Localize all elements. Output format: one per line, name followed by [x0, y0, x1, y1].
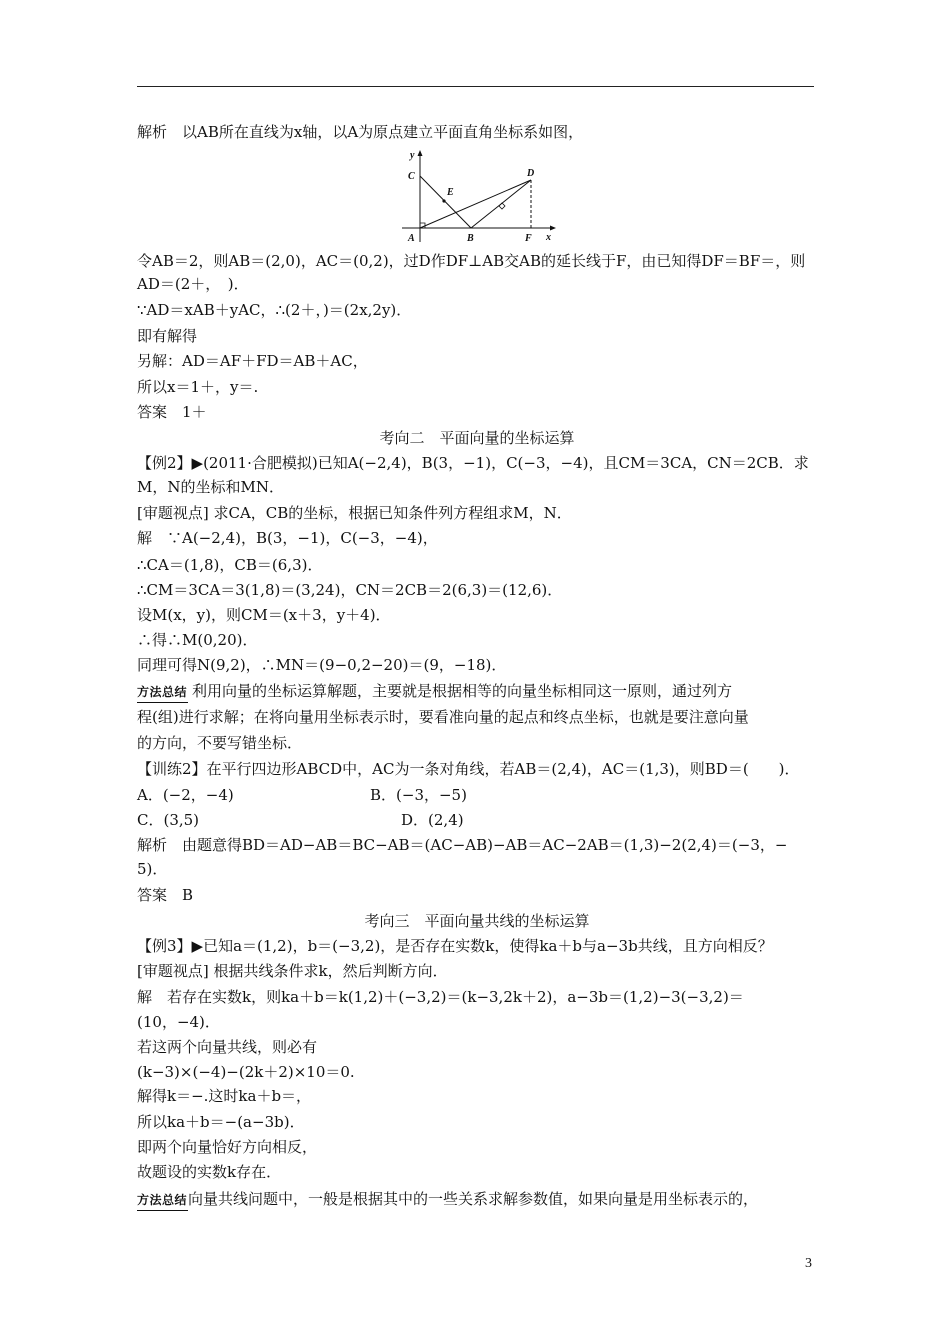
label-y: y: [410, 150, 415, 161]
text-line: 解析 由题意得BD＝AD−AB＝BC−AB＝(AC−AB)−AB＝AC−2AB＝(1,3)−2(2,4)＝(−3，−: [137, 836, 788, 854]
text-line: ∴CA＝(1,8)，CB＝(6,3)．: [137, 556, 323, 574]
method-summary-line: [137, 681, 817, 703]
text-line: (k−3)×(−4)−(2k＋2)×10＝0.: [137, 1063, 355, 1081]
segment-CB: [420, 176, 471, 228]
method-summary-line: [137, 1189, 817, 1211]
text-line: 解析 以AB所在直线为x轴，以A为原点建立平面直角坐标系如图，: [137, 123, 584, 141]
x-axis-arrow: [550, 226, 556, 231]
method-summary-badge: 方法总结: [137, 1190, 188, 1211]
section-heading: 考向三 平面向量共线的坐标运算: [364, 912, 590, 930]
text-line: 【例3】▶已知a＝(1,2)，b＝(−3,2)，是否存在实数k，使得ka＋b与a−3b共线，且方向相反？: [137, 937, 773, 955]
text-line: 【例2】▶(2011·合肥模拟)已知A(−2,4)，B(3，−1)，C(−3，−4)，且CM＝3CA，CN＝2CB．求: [137, 454, 809, 472]
text-line: AD＝(2＋， )．: [137, 275, 249, 293]
text-line: 【训练2】在平行四边形ABCD中，AC为一条对角线，若AB＝(2,4)，AC＝(1,3)，则BD＝( )．: [137, 760, 800, 778]
text-line: 故题设的实数k存在．: [137, 1163, 282, 1181]
option-b: B．(−3，−5): [370, 786, 467, 804]
text-line: 同理可得N(9,2)，∴MN＝(9−0,2−20)＝(9，−18)．: [137, 656, 507, 674]
option-d: D．(2,4): [401, 811, 464, 829]
label-A: A: [408, 233, 415, 244]
text-line: 若这两个向量共线，则必有: [137, 1038, 318, 1056]
y-axis-arrow: [418, 150, 423, 156]
text-line: 另解：AD＝AF＋FD＝AB＋AC，: [137, 352, 368, 370]
text-line: 程(组)进行求解；在将向量用坐标表示时，要看准向量的起点和终点坐标，也就是要注意向量: [137, 708, 749, 726]
text-line: 答案 1＋: [137, 403, 207, 421]
segment-AD: [420, 180, 531, 228]
label-C: C: [408, 171, 415, 182]
text-line: 所以x＝1＋，y＝.: [137, 378, 259, 396]
label-B: B: [467, 233, 474, 244]
text-line: 令AB＝2，则AB＝(2,0)，AC＝(0,2)，过D作DF⊥AB交AB的延长线于F，由已知得DF＝BF＝，则: [137, 252, 806, 270]
text-line: M，N的坐标和MN．: [137, 478, 284, 496]
point-E: [442, 199, 445, 202]
text-line: 答案 B: [137, 886, 194, 904]
label-F: F: [525, 233, 532, 244]
label-x: x: [546, 232, 551, 243]
text-line: 解 若存在实数k，则ka＋b＝k(1,2)＋(−3,2)＝(k−3,2k＋2)，a−3b＝(1,2)−3(−3,2)＝: [137, 988, 744, 1006]
text-line: 5)．: [137, 860, 168, 878]
option-a: A．(−2，−4): [137, 786, 234, 804]
label-D: D: [527, 168, 535, 179]
text-line: ∵AD＝xAB＋yAC，∴(2＋，)＝(2x,2y)．: [137, 301, 412, 319]
text-span: 利用向量的坐标运算解题，主要就是根据相等的向量坐标相同这一原则，通过列方: [192, 682, 733, 700]
method-summary-badge: 方法总结: [137, 682, 188, 703]
options-row: [137, 810, 817, 830]
text-line: [审题视点] 求CA，CB的坐标，根据已知条件列方程组求M，N．: [137, 504, 572, 522]
text-line: [审题视点] 根据共线条件求k，然后判断方向．: [137, 962, 448, 980]
text-line: 即两个向量恰好方向相反，: [137, 1138, 318, 1156]
section-heading: 考向二 平面向量的坐标运算: [379, 429, 575, 447]
text-line: 解得k＝−.这时ka＋b＝，: [137, 1087, 312, 1105]
option-c: C．(3,5): [137, 811, 200, 829]
options-row: [137, 785, 817, 805]
header-rule: [137, 86, 814, 87]
text-line: ∴CM＝3CA＝3(1,8)＝(3,24)，CN＝2CB＝2(6,3)＝(12,6)．: [137, 581, 563, 599]
text-line: 即有解得: [137, 327, 198, 345]
text-span: 向量共线问题中，一般是根据其中的一些关系求解参数值，如果向量是用坐标表示的，: [188, 1190, 759, 1208]
text-line: (10，−4)．: [137, 1013, 220, 1031]
text-line: 所以ka＋b＝−(a−3b)．: [137, 1113, 305, 1131]
text-line: ∴得∴M(0,20)．: [137, 631, 258, 649]
text-line: 设M(x，y)，则CM＝(x＋3，y＋4)．: [137, 606, 391, 624]
coordinate-figure: [388, 148, 560, 244]
label-E: E: [447, 187, 454, 198]
text-line: 解 ∵A(−2,4)，B(3，−1)，C(−3，−4)，: [137, 529, 438, 547]
text-line: 的方向，不要写错坐标．: [137, 734, 303, 752]
page-number: 3: [805, 1256, 812, 1271]
right-angle-B: [499, 203, 505, 209]
